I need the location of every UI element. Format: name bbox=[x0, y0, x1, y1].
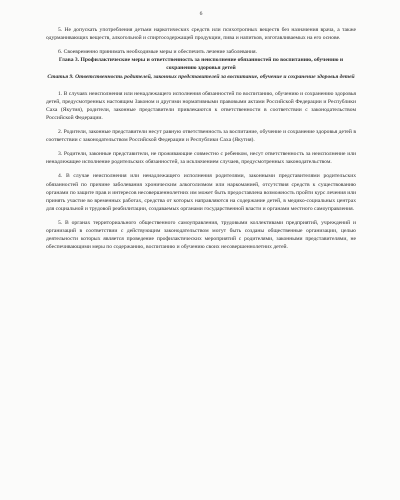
article-paragraph-3: 3. Родители, законные представители, не проживающие совместно с ребенком, несут ответственность за неисполнение или ненадлежащее исполнение родительских обязанностей, за исключением случаев, предусмотренных законодательством. bbox=[46, 151, 356, 166]
article-paragraph-1: 1. В случаях неисполнения или ненадлежащего исполнения обязанностей по воспитанию, обучению и сохранению здоровья детей, предусмотренных настоящим Законом и другими нормативными правовыми актами Российской Федерации и Республики Саха (Якутия), родители, законные представители привлекаются к ответственности в соответствии с законодательством Российской Федерации. bbox=[46, 90, 356, 121]
page-number: 6 bbox=[199, 11, 203, 17]
article-paragraph-4: 4. В случае неисполнения или ненадлежащего исполнения родителями, законными представителями родительских обязанностей по причине заболевания хроническим алкоголизмом или наркоманией, отсутствия средств к существованию органами по защите прав и интересов несовершеннолетних им может быть предоставлена возможность пройти курс лечения или принять участие во временных работах, средства от которых направляются на содержание детей, в медико-социальных центрах для социальной и трудовой реабилитации, создаваемых органами государственной власти и органами местного самоуправления. bbox=[46, 173, 356, 212]
article-paragraph-5: 5. В органах территориального общественного самоуправления, трудовыми коллективами предприятий, учреждений и организаций в соответствии с действующим законодательством могут быть созданы общественные организации, целью деятельности которых является проведение профилактических мероприятий с родителями, законными представителями, не обеспечивающими меры по содержанию, воспитанию и обучению своих несовершеннолетних детей. bbox=[46, 219, 356, 251]
paragraph-item-6: 6. Своевременно принимать необходимые меры и обеспечить лечение заболевания. bbox=[58, 49, 257, 56]
article-paragraph-2: 2. Родители, законные представители несут равную ответственность за воспитание, обучение и сохранение здоровья детей в соответствии с законодательством Российской Федерации и Республики Саха (Якутия). bbox=[46, 129, 356, 144]
article-title: Статья 9. Ответственность родителей, законных представителей за воспитание, обучение и сохранение здоровья детей bbox=[47, 73, 355, 80]
paragraph-item-5: 5. Не допускать употребления детьми наркотических средств или психотропных веществ без назначения врача, а также одурманивающих веществ, алкогольной и спиртосодержащей продукции, пива и напитков, изготавливаемых на его основе. bbox=[46, 27, 356, 42]
chapter-title: Глава 3. Профилактические меры и ответственность за неисполнение обязанностей по воспитанию, обучению и сохранению здоровья детей bbox=[58, 57, 344, 72]
